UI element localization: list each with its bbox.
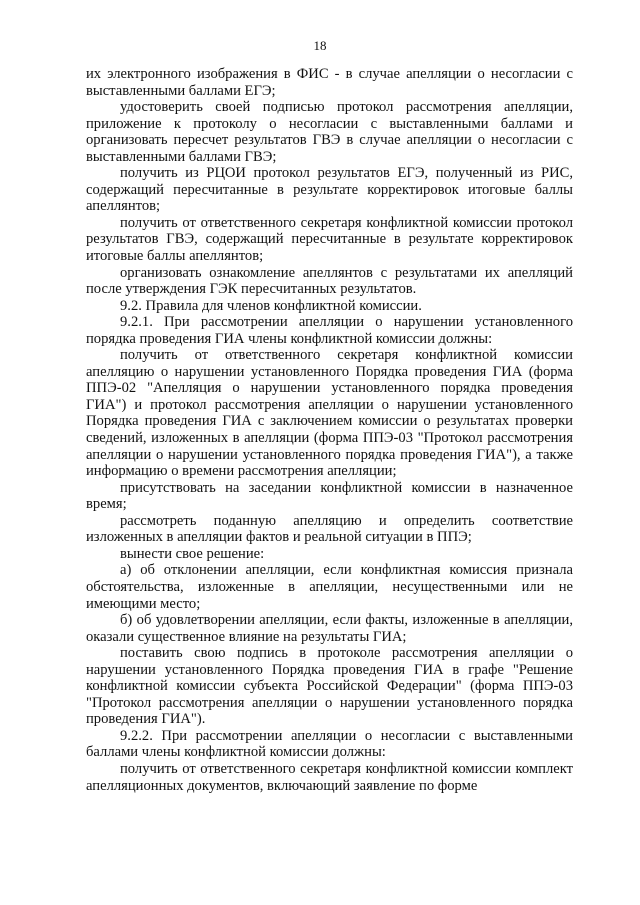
- paragraph-get-gve-protocol: получить от ответственного секретаря конфликтной комиссии протокол результатов ГВЭ, содержащий пересчитанные в результате корректировок итоговые баллы апеллянтов;: [86, 214, 573, 265]
- subsection-9-2-1: 9.2.1. При рассмотрении апелляции о нарушении установленного порядка проведения ГИА члены конфликтной комиссии должны:: [86, 314, 573, 347]
- document-body: [86, 66, 573, 794]
- paragraph-receive-documents: получить от ответственного секретаря конфликтной комиссии комплект апелляционных документов, включающий заявление по форме: [86, 760, 573, 794]
- paragraph-attend-meeting: присутствовать на заседании конфликтной комиссии в назначенное время;: [86, 479, 573, 513]
- paragraph-sign-protocol: удостоверить своей подписью протокол рассмотрения апелляции, приложение к протоколу о несогласии с выставленными баллами и организовать пересчет результатов ГВЭ в случае апелляции о несогласии с выставленными баллами ГВЭ;: [86, 99, 573, 165]
- subsection-9-2-2: 9.2.2. При рассмотрении апелляции о несогласии с выставленными баллами члены конфликтной комиссии должны:: [86, 727, 573, 761]
- paragraph-sign-decision: поставить свою подпись в протоколе рассмотрения апелляции о нарушении установленного Порядка проведения ГИА в графе "Решение конфликтной комиссии субъекта Российской Федерации" (форма ППЭ-03 "Протокол рассмотрения апелляции о нарушении установленного порядка проведения ГИА").: [86, 645, 573, 728]
- paragraph-make-decision: вынести свое решение:: [120, 545, 265, 562]
- page-number: 18: [313, 38, 327, 53]
- section-heading-9-2: 9.2. Правила для членов конфликтной комиссии.: [120, 297, 422, 314]
- paragraph-continuation-fis: их электронного изображения в ФИС - в случае апелляции о несогласии с выставленными баллами ЕГЭ;: [86, 66, 573, 99]
- paragraph-organize-familiarization: организовать ознакомление апеллянтов с результатами их апелляций после утверждения ГЭК пересчитанных результатов.: [86, 264, 573, 298]
- paragraph-get-rcoi-protocol: получить из РЦОИ протокол результатов ЕГЭ, полученный из РИС, содержащий пересчитанные в результате корректировок итоговые баллы апеллянтов;: [86, 165, 573, 215]
- paragraph-option-a-reject: а) об отклонении апелляции, если конфликтная комиссия признала обстоятельства, изложенные в апелляции, несущественными или не имеющими место;: [86, 562, 573, 612]
- paragraph-receive-appeal: получить от ответственного секретаря конфликтной комиссии апелляцию о нарушении установленного Порядка проведения ГИА (форма ППЭ-02 "Апелляция о нарушении установленного порядка проведения ГИА") и протокол рассмотрения апелляции о нарушении установленного Порядка проведения ГИА с заключением комиссии о результатах проверки сведений, изложенных в апелляции (форма ППЭ-03 "Протокол рассмотрения апелляции о нарушении установленного порядка проведения ГИА"), а также информацию о времени рассмотрения апелляции;: [86, 347, 573, 480]
- paragraph-option-b-satisfy: б) об удовлетворении апелляции, если факты, изложенные в апелляции, оказали существенное влияние на результаты ГИА;: [86, 612, 573, 645]
- paragraph-review-appeal: рассмотреть поданную апелляцию и определить соответствие изложенных в апелляции фактов и реальной ситуации в ППЭ;: [86, 512, 573, 546]
